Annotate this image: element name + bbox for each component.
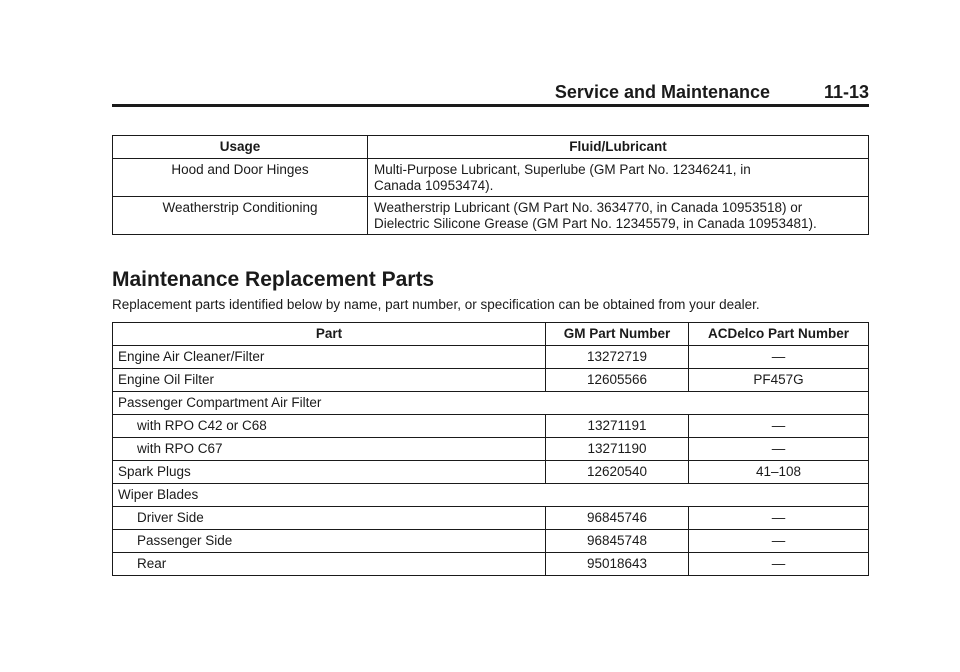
- usage-cell: Weatherstrip Conditioning: [113, 197, 368, 235]
- acdelco-part-number: —: [689, 530, 869, 553]
- table-row: [113, 346, 869, 369]
- intro-paragraph: Replacement parts identified below by name, part number, or specification can be obtained from your dealer.: [112, 297, 760, 312]
- fluid-line: Canada 10953474).: [374, 178, 494, 193]
- page-header: [112, 78, 869, 107]
- column-header-gm: GM Part Number: [546, 323, 689, 346]
- parts-table: [112, 322, 869, 576]
- part-group-name: Passenger Compartment Air Filter: [113, 392, 869, 415]
- table-row: [113, 159, 869, 197]
- gm-part-number: 13271190: [546, 438, 689, 461]
- table-group-row: [113, 484, 869, 507]
- fluid-cell: [368, 197, 869, 235]
- gm-part-number: 13271191: [546, 415, 689, 438]
- part-name: Spark Plugs: [113, 461, 546, 484]
- table-row: [113, 507, 869, 530]
- acdelco-part-number: —: [689, 438, 869, 461]
- column-header-fluid: Fluid/Lubricant: [368, 136, 869, 159]
- column-header-usage: Usage: [113, 136, 368, 159]
- lubricant-table: [112, 135, 869, 235]
- table-row: [113, 530, 869, 553]
- fluid-line: Multi-Purpose Lubricant, Superlube (GM Part No. 12346241, in: [374, 162, 751, 177]
- column-header-acdelco: ACDelco Part Number: [689, 323, 869, 346]
- gm-part-number: 95018643: [546, 553, 689, 576]
- gm-part-number: 12605566: [546, 369, 689, 392]
- table-row: [113, 438, 869, 461]
- gm-part-number: 13272719: [546, 346, 689, 369]
- part-name: Passenger Side: [113, 530, 546, 553]
- fluid-cell: [368, 159, 869, 197]
- table-group-row: [113, 392, 869, 415]
- table-row: [113, 553, 869, 576]
- table-row: [113, 369, 869, 392]
- acdelco-part-number: —: [689, 415, 869, 438]
- table-header-row: [113, 323, 869, 346]
- gm-part-number: 12620540: [546, 461, 689, 484]
- acdelco-part-number: —: [689, 507, 869, 530]
- acdelco-part-number: —: [689, 346, 869, 369]
- part-name: Engine Oil Filter: [113, 369, 546, 392]
- part-name: with RPO C42 or C68: [113, 415, 546, 438]
- table-row: [113, 461, 869, 484]
- page-number: 11-13: [823, 82, 869, 102]
- table-row: [113, 197, 869, 235]
- part-name: Driver Side: [113, 507, 546, 530]
- part-name: Engine Air Cleaner/Filter: [113, 346, 546, 369]
- column-header-part: Part: [113, 323, 546, 346]
- acdelco-part-number: 41–108: [689, 461, 869, 484]
- section-title: Maintenance Replacement Parts: [112, 268, 435, 291]
- usage-cell: Hood and Door Hinges: [113, 159, 368, 197]
- section-heading: Service and Maintenance: [554, 82, 770, 102]
- fluid-line: Weatherstrip Lubricant (GM Part No. 3634770, in Canada 10953518) or: [374, 200, 803, 215]
- acdelco-part-number: —: [689, 553, 869, 576]
- gm-part-number: 96845748: [546, 530, 689, 553]
- acdelco-part-number: PF457G: [689, 369, 869, 392]
- table-row: [113, 415, 869, 438]
- fluid-line: Dielectric Silicone Grease (GM Part No. 12345579, in Canada 10953481).: [374, 216, 817, 231]
- part-name: Rear: [113, 553, 546, 576]
- table-header-row: [113, 136, 869, 159]
- gm-part-number: 96845746: [546, 507, 689, 530]
- part-group-name: Wiper Blades: [113, 484, 869, 507]
- part-name: with RPO C67: [113, 438, 546, 461]
